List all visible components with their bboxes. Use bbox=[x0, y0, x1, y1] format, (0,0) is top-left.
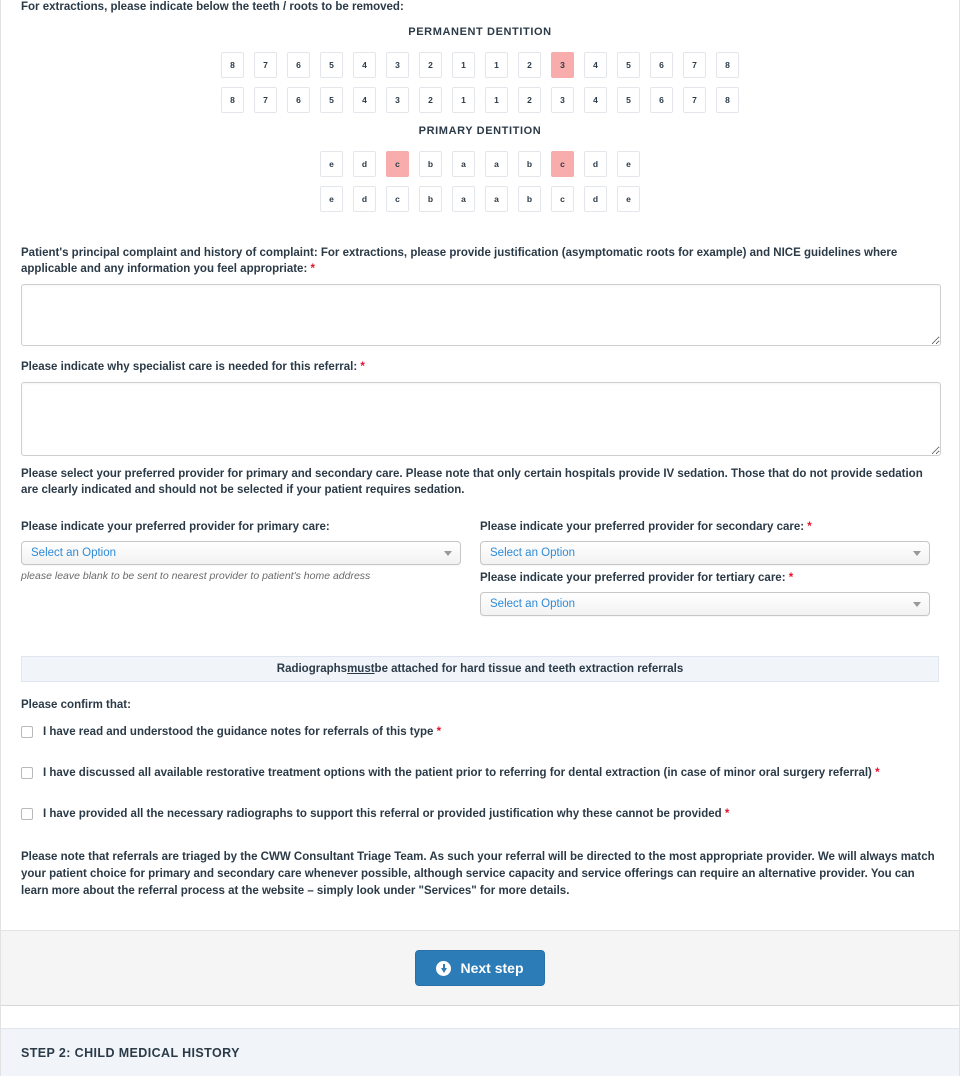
secondary-care-required-marker: * bbox=[807, 521, 812, 533]
primary-lower-tooth-3[interactable]: c bbox=[386, 186, 409, 212]
primary-lower-tooth-8[interactable]: c bbox=[551, 186, 574, 212]
primary-upper-tooth-4[interactable]: b bbox=[419, 151, 442, 177]
primary-upper-tooth-3[interactable]: c bbox=[386, 151, 409, 177]
secondary-care-selected-value: Select an Option bbox=[490, 547, 576, 559]
form-body bbox=[1, 0, 959, 900]
permanent-lower-tooth-9[interactable]: 1 bbox=[485, 87, 508, 113]
confirm-label-2: I have discussed all available restorative treatment options with the patient prior to referring for dental extraction (in case of minor oral surgery referral) * bbox=[43, 767, 880, 779]
footer-spacer bbox=[1, 1006, 959, 1028]
permanent-upper-tooth-12[interactable]: 4 bbox=[584, 52, 607, 78]
primary-upper-tooth-1[interactable]: e bbox=[320, 151, 343, 177]
complaint-required-marker: * bbox=[310, 263, 315, 275]
primary-lower-tooth-1[interactable]: e bbox=[320, 186, 343, 212]
permanent-upper-tooth-1[interactable]: 8 bbox=[221, 52, 244, 78]
primary-lower-tooth-5[interactable]: a bbox=[452, 186, 475, 212]
permanent-lower-tooth-11[interactable]: 3 bbox=[551, 87, 574, 113]
primary-upper-tooth-7[interactable]: b bbox=[518, 151, 541, 177]
confirm-title: Please confirm that: bbox=[21, 699, 131, 711]
tertiary-care-label bbox=[480, 571, 939, 586]
chevron-down-icon bbox=[444, 551, 452, 556]
permanent-lower-tooth-16[interactable]: 8 bbox=[716, 87, 739, 113]
primary-upper-tooth-10[interactable]: e bbox=[617, 151, 640, 177]
permanent-upper-tooth-6[interactable]: 3 bbox=[386, 52, 409, 78]
primary-dentition-block bbox=[21, 125, 939, 212]
permanent-lower-tooth-12[interactable]: 4 bbox=[584, 87, 607, 113]
permanent-upper-tooth-14[interactable]: 6 bbox=[650, 52, 673, 78]
closing-note: Please note that referrals are triaged by the CWW Consultant Triage Team. As such your referral will be directed to the most appropriate provider. We will always match your patient choice for primary and secondary care whenever possible, although service capacity and service offerings can require an alternative provider. You can learn more about the referral process at the website – simply look under "Services" for more details. bbox=[21, 851, 935, 897]
specialist-textarea[interactable] bbox=[21, 382, 941, 456]
confirm-checkbox-3[interactable] bbox=[21, 808, 33, 820]
permanent-lower-tooth-2[interactable]: 7 bbox=[254, 87, 277, 113]
primary-care-label-text: Please indicate your preferred provider for primary care: bbox=[21, 521, 330, 533]
specialist-label-text: Please indicate why specialist care is needed for this referral: bbox=[21, 361, 358, 373]
complaint-label-text: Patient's principal complaint and history of complaint: For extractions, please provide justification (asymptomatic roots for example) and NICE guidelines where applicable and any information you feel appropriate: bbox=[21, 247, 898, 275]
step2-header[interactable] bbox=[1, 1028, 959, 1076]
permanent-upper-tooth-5[interactable]: 4 bbox=[353, 52, 376, 78]
permanent-upper-tooth-3[interactable]: 6 bbox=[287, 52, 310, 78]
primary-upper-tooth-6[interactable]: a bbox=[485, 151, 508, 177]
specialist-required-marker: * bbox=[360, 361, 365, 373]
primary-lower-tooth-7[interactable]: b bbox=[518, 186, 541, 212]
permanent-upper-tooth-15[interactable]: 7 bbox=[683, 52, 706, 78]
primary-care-column bbox=[21, 520, 480, 616]
permanent-upper-tooth-4[interactable]: 5 bbox=[320, 52, 343, 78]
primary-upper-tooth-9[interactable]: d bbox=[584, 151, 607, 177]
permanent-lower-tooth-10[interactable]: 2 bbox=[518, 87, 541, 113]
permanent-upper-tooth-2[interactable]: 7 bbox=[254, 52, 277, 78]
permanent-upper-tooth-8[interactable]: 1 bbox=[452, 52, 475, 78]
permanent-upper-tooth-7[interactable]: 2 bbox=[419, 52, 442, 78]
primary-upper-row bbox=[21, 151, 939, 177]
primary-care-selected-value: Select an Option bbox=[31, 547, 117, 559]
provider-intro-text: Please select your preferred provider for primary and secondary care. Please note that only certain hospitals provide IV sedation. Those that do not provide sedation are clearly indicated and should not be selected if your patient requires sedation. bbox=[21, 468, 923, 496]
primary-upper-tooth-2[interactable]: d bbox=[353, 151, 376, 177]
permanent-lower-tooth-15[interactable]: 7 bbox=[683, 87, 706, 113]
confirm-checkbox-list bbox=[21, 725, 939, 821]
permanent-upper-tooth-9[interactable]: 1 bbox=[485, 52, 508, 78]
step2-title: STEP 2: CHILD MEDICAL HISTORY bbox=[21, 1045, 240, 1060]
confirm-row-2 bbox=[21, 766, 939, 780]
tertiary-care-required-marker: * bbox=[788, 572, 794, 584]
primary-lower-tooth-6[interactable]: a bbox=[485, 186, 508, 212]
permanent-upper-tooth-13[interactable]: 5 bbox=[617, 52, 640, 78]
secondary-tertiary-column bbox=[480, 520, 939, 616]
tertiary-care-label-text: Please indicate your preferred provider for tertiary care: bbox=[480, 572, 786, 584]
permanent-upper-row bbox=[21, 52, 939, 78]
confirm-required-marker-2: * bbox=[875, 767, 880, 779]
permanent-lower-tooth-7[interactable]: 2 bbox=[419, 87, 442, 113]
chevron-down-icon bbox=[913, 551, 921, 556]
permanent-lower-tooth-6[interactable]: 3 bbox=[386, 87, 409, 113]
confirm-row-1 bbox=[21, 725, 939, 739]
primary-lower-tooth-9[interactable]: d bbox=[584, 186, 607, 212]
primary-dentition-title: PRIMARY DENTITION bbox=[418, 125, 542, 137]
permanent-upper-tooth-11[interactable]: 3 bbox=[551, 52, 574, 78]
secondary-care-label-text: Please indicate your preferred provider for secondary care: bbox=[480, 521, 805, 533]
permanent-lower-tooth-3[interactable]: 6 bbox=[287, 87, 310, 113]
confirm-label-1: I have read and understood the guidance notes for referrals of this type * bbox=[43, 726, 442, 738]
primary-upper-tooth-8[interactable]: c bbox=[551, 151, 574, 177]
extraction-lead-text: For extractions, please indicate below the teeth / roots to be removed: bbox=[21, 1, 404, 13]
primary-upper-tooth-5[interactable]: a bbox=[452, 151, 475, 177]
primary-care-hint: please leave blank to be sent to nearest provider to patient's home address bbox=[21, 570, 371, 582]
permanent-lower-tooth-14[interactable]: 6 bbox=[650, 87, 673, 113]
permanent-lower-row bbox=[21, 87, 939, 113]
confirm-required-marker-3: * bbox=[724, 808, 730, 820]
primary-lower-tooth-4[interactable]: b bbox=[419, 186, 442, 212]
radiograph-banner-emphasis: must bbox=[347, 663, 375, 675]
complaint-label bbox=[21, 245, 939, 277]
confirm-row-3 bbox=[21, 807, 939, 821]
next-step-button[interactable] bbox=[415, 950, 544, 986]
primary-care-label bbox=[21, 520, 468, 535]
providers-section bbox=[21, 520, 939, 616]
specialist-label bbox=[21, 359, 939, 375]
chevron-down-icon bbox=[913, 602, 921, 607]
primary-lower-tooth-10[interactable]: e bbox=[617, 186, 640, 212]
permanent-lower-tooth-1[interactable]: 8 bbox=[221, 87, 244, 113]
next-step-label: Next step bbox=[460, 960, 524, 976]
permanent-lower-tooth-13[interactable]: 5 bbox=[617, 87, 640, 113]
permanent-dentition-title: PERMANENT DENTITION bbox=[408, 26, 552, 38]
permanent-upper-tooth-16[interactable]: 8 bbox=[716, 52, 739, 78]
permanent-lower-tooth-8[interactable]: 1 bbox=[452, 87, 475, 113]
radiograph-banner-before: Radiographs bbox=[276, 663, 348, 675]
confirm-checkbox-1[interactable] bbox=[21, 726, 33, 738]
confirm-required-marker-1: * bbox=[436, 726, 442, 738]
radiograph-banner-after: be attached for hard tissue and teeth extraction referrals bbox=[374, 663, 684, 675]
permanent-lower-tooth-4[interactable]: 5 bbox=[320, 87, 343, 113]
primary-care-select[interactable] bbox=[21, 541, 461, 565]
complaint-textarea[interactable] bbox=[21, 284, 941, 346]
radiograph-banner bbox=[21, 656, 939, 682]
confirm-label-3: I have provided all the necessary radiographs to support this referral or provided justification why these cannot be provided * bbox=[43, 808, 730, 820]
circle-down-arrow-icon bbox=[436, 961, 451, 976]
tertiary-care-select[interactable] bbox=[480, 592, 930, 616]
secondary-care-label bbox=[480, 520, 939, 535]
permanent-lower-tooth-5[interactable]: 4 bbox=[353, 87, 376, 113]
primary-lower-row bbox=[21, 186, 939, 212]
tertiary-care-selected-value: Select an Option bbox=[490, 598, 576, 610]
permanent-dentition-block bbox=[21, 26, 939, 113]
secondary-care-select[interactable] bbox=[480, 541, 930, 565]
primary-lower-tooth-2[interactable]: d bbox=[353, 186, 376, 212]
form-footer bbox=[1, 930, 959, 1006]
permanent-upper-tooth-10[interactable]: 2 bbox=[518, 52, 541, 78]
confirm-checkbox-2[interactable] bbox=[21, 767, 33, 779]
